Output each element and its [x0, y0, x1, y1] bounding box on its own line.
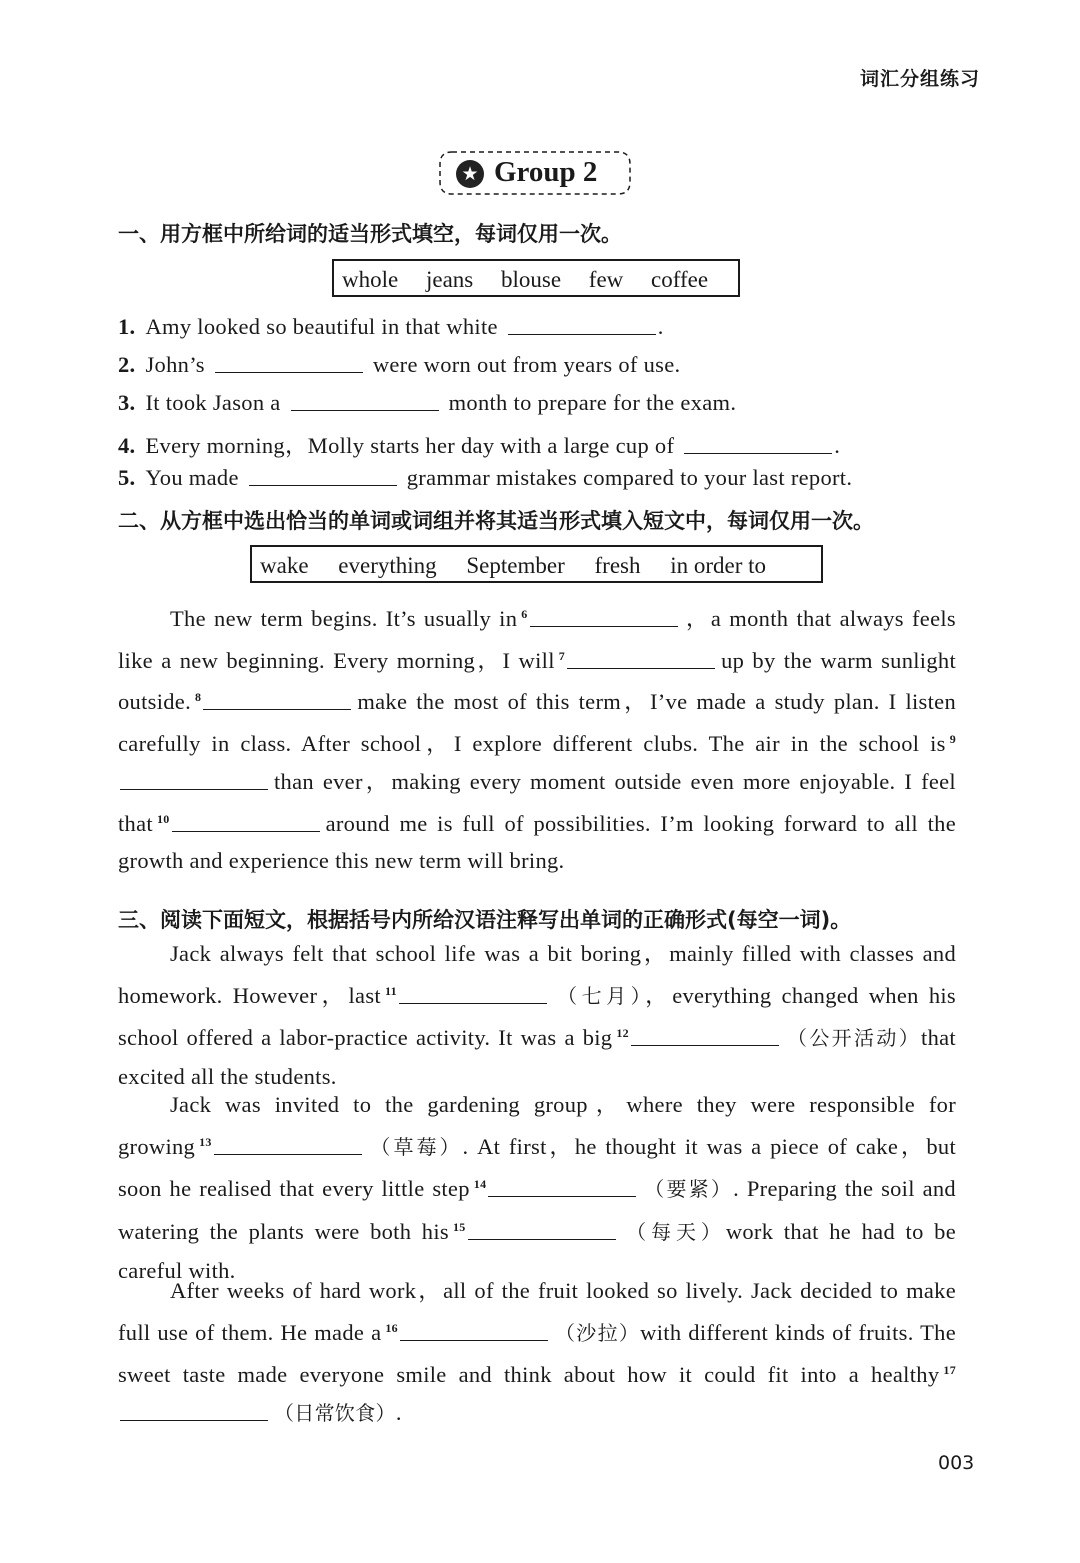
answer-blank[interactable]	[172, 830, 320, 832]
question-3: 3. It took Jason a month to prepare for the exam.	[118, 390, 737, 415]
question-1: 1. Amy looked so beautiful in that white .	[118, 314, 664, 339]
answer-blank[interactable]	[530, 625, 678, 627]
answer-blank[interactable]	[488, 1195, 636, 1197]
section-3-title: 三、阅读下面短文，根据括号内所给汉语注释写出单词的正确形式(每空一词)。	[118, 908, 852, 932]
section-3-paragraph-3: After weeks of hard work，all of the fruit looked so lively. Jack decided to make full use of them. He made a $^{16}$ （沙拉）with different kinds of fruits. The sweet taste made everyone smile and think about how it could fit into a healthy $^{17}$（日常饮食）.	[118, 1278, 957, 1426]
page-number: 003	[938, 1452, 975, 1474]
word-option: jeans	[425, 267, 474, 292]
question-2: 2. John’s were worn out from years of use.	[118, 352, 681, 377]
word-option: whole	[342, 267, 399, 292]
answer-blank[interactable]	[399, 1002, 547, 1004]
star-icon: ★	[456, 160, 484, 188]
section-2-word-box	[250, 545, 823, 583]
answer-blank[interactable]	[120, 1419, 268, 1421]
group-title: Group 2	[494, 156, 598, 188]
section-3-paragraph-2: Jack was invited to the gardening group，where they were responsible for growing $^{13}$ （草莓）. At first，he thought it was a piece of cake，but soon he realised that every little step $^{14}$ （要紧）. Preparing the soil and watering the plants were both his $^{15}$ （每天）work that he had to be careful with.	[118, 1092, 957, 1283]
section-1-word-box	[332, 259, 740, 297]
section-1-title: 一、用方框中所给词的适当形式填空，每词仅用一次。	[118, 222, 622, 246]
section-3-paragraph-1: Jack always felt that school life was a bit boring，mainly filled with classes and homework. However，last $^{11}$ （七月），everything changed when his school offered a labor-practice activity. It was a big $^{12}$ （公开活动）that excited all the students.	[118, 941, 956, 1090]
word-option: wake	[260, 553, 309, 578]
answer-blank[interactable]	[214, 1153, 362, 1155]
page-header-title: 词汇分组练习	[859, 68, 980, 90]
word-option: few	[588, 267, 624, 292]
answer-blank[interactable]	[215, 371, 363, 373]
section-2-title: 二、从方框中选出恰当的单词或词组并将其适当形式填入短文中，每词仅用一次。	[118, 509, 874, 533]
answer-blank[interactable]	[249, 484, 397, 486]
answer-blank[interactable]	[567, 667, 715, 669]
answer-blank[interactable]	[468, 1238, 616, 1240]
word-option: coffee	[651, 267, 709, 292]
question-5: 5. You made grammar mistakes compared to your last report.	[118, 465, 853, 490]
answer-blank[interactable]	[684, 452, 832, 454]
word-option: everything	[338, 553, 437, 578]
answer-blank[interactable]	[291, 409, 439, 411]
word-option: in order to	[670, 553, 767, 578]
word-option: fresh	[594, 553, 641, 578]
word-option: blouse	[500, 267, 562, 292]
answer-blank[interactable]	[203, 708, 351, 710]
group-banner	[438, 150, 632, 196]
answer-blank[interactable]	[631, 1044, 779, 1046]
answer-blank[interactable]	[508, 333, 656, 335]
word-option: September	[466, 553, 565, 578]
answer-blank[interactable]	[400, 1339, 548, 1341]
question-4: 4. Every morning，Molly starts her day with a large cup of .	[118, 433, 841, 458]
section-2-passage: The new term begins. It’s usually in $^6$ ，a month that always feels like a new beginning. Every morning，I will $^7$ up by the warm sunlight outside. $^8$ make the most of this term，I’ve made a study plan. I listen carefully in class. After school，I explore different clubs. The air in the school is $^9$than ever，making every moment outside even more enjoyable. I feel that $^{10}$ around me is full of possibilities. I’m looking forward to all the growth and experience this new term will bring.	[118, 606, 956, 874]
answer-blank[interactable]	[120, 788, 268, 790]
